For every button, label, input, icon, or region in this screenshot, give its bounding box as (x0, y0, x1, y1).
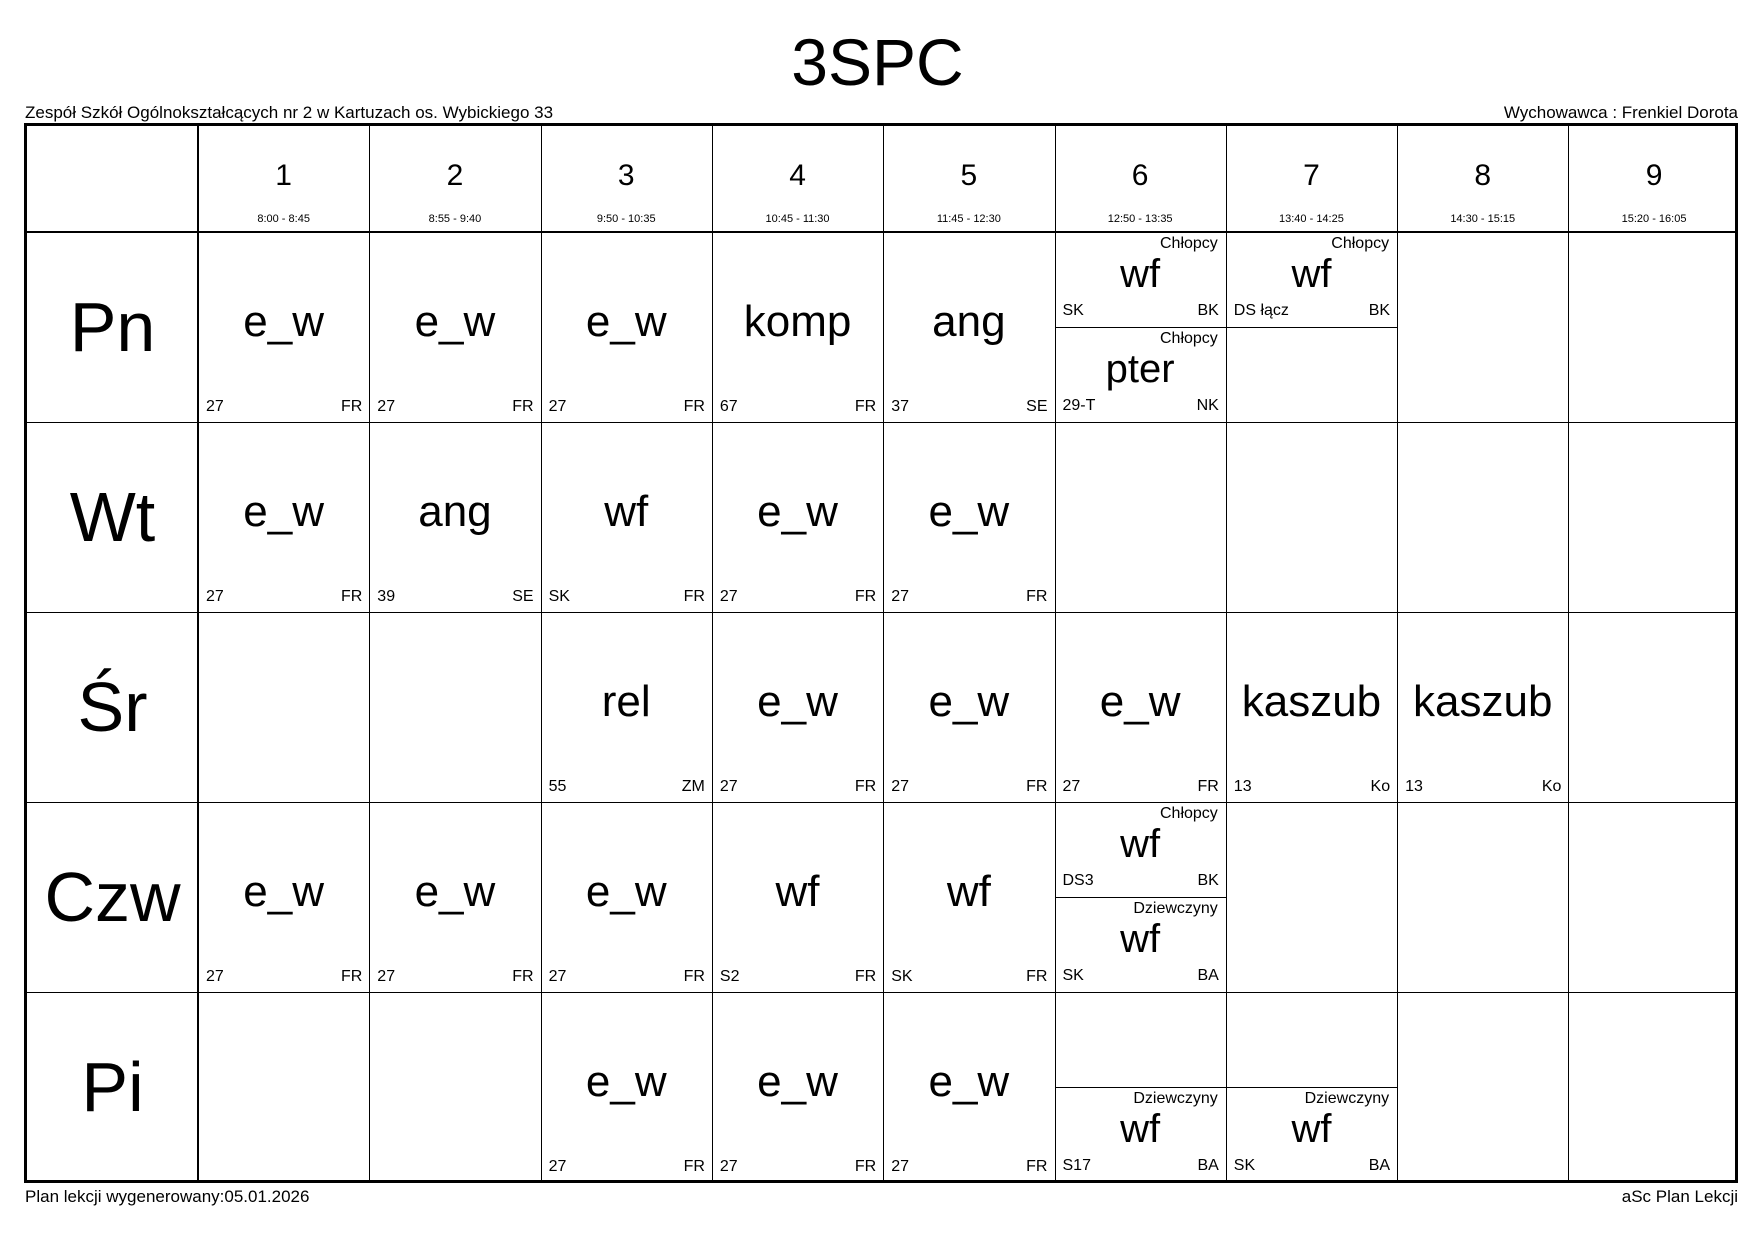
lesson-room: 27 (206, 968, 224, 985)
lesson-room: 27 (891, 778, 909, 795)
lesson-teacher: FR (1026, 588, 1048, 605)
lesson-subject: e_w (585, 867, 667, 916)
lesson-room: DS3 (1062, 872, 1094, 889)
lesson-cell (541, 802, 712, 992)
period-time: 13:40 - 14:25 (1279, 213, 1344, 225)
lesson-subject: wf (604, 487, 649, 536)
lesson-subject: e_w (243, 867, 324, 916)
lesson-group: Chłopcy (1159, 235, 1218, 252)
row-line (27, 422, 1735, 423)
lesson-teacher: FR (854, 968, 877, 985)
lesson-cell (1055, 612, 1226, 802)
lesson-subject: e_w (928, 487, 1010, 536)
lesson-room: 27 (719, 588, 738, 605)
lesson-teacher: BK (1197, 302, 1219, 319)
lesson-room: S17 (1062, 1157, 1091, 1174)
lesson-subject: e_w (243, 297, 324, 346)
lesson-teacher: Ko (1541, 778, 1562, 795)
lesson-teacher: FR (854, 398, 877, 415)
lesson-cell (541, 612, 712, 802)
lesson-room: 27 (548, 968, 567, 985)
lesson-teacher: FR (683, 1158, 705, 1175)
lesson-room: 27 (377, 398, 396, 415)
period-header (712, 126, 883, 232)
lesson-teacher: FR (854, 1158, 877, 1175)
lesson-group: Chłopcy (1159, 330, 1218, 347)
lesson-cell (1226, 1087, 1397, 1182)
period-number: 5 (960, 159, 978, 192)
period-number: 3 (617, 159, 635, 192)
lesson-teacher: ZM (681, 778, 705, 795)
lesson-cell (541, 232, 712, 422)
day-column-separator (197, 126, 199, 1180)
period-time: 15:20 - 16:05 (1621, 213, 1687, 225)
lesson-teacher: Ko (1370, 778, 1391, 795)
column-line (1226, 126, 1227, 1180)
lesson-subject: e_w (585, 297, 667, 346)
lesson-room: SK (1062, 302, 1084, 319)
period-number: 1 (275, 159, 292, 192)
lesson-cell (883, 612, 1054, 802)
lesson-room: 27 (719, 778, 738, 795)
lesson-teacher: FR (340, 968, 363, 985)
lesson-cell (198, 802, 369, 992)
half-divider (1226, 1087, 1397, 1088)
lesson-subject: wf (1291, 1107, 1332, 1151)
lesson-cell (541, 422, 712, 612)
page-title: 3SPC (791, 25, 964, 99)
lesson-teacher: FR (512, 398, 534, 415)
lesson-cell (712, 992, 883, 1182)
lesson-teacher: FR (340, 588, 363, 605)
lesson-subject: e_w (414, 297, 496, 346)
lesson-room: 27 (1062, 778, 1081, 795)
lesson-room: SK (548, 588, 570, 605)
lesson-room: 27 (891, 1158, 909, 1175)
lesson-room: S2 (719, 968, 740, 985)
column-line (1055, 126, 1056, 1180)
lesson-cell (1226, 232, 1397, 327)
lesson-subject: wf (1120, 822, 1161, 866)
school-name: Zespół Szkół Ogólnokształcących nr 2 w Kartuzach os. Wybickiego 33 (25, 103, 554, 122)
lesson-cell (883, 992, 1054, 1182)
lesson-subject: e_w (928, 1057, 1010, 1106)
lesson-subject: e_w (757, 487, 838, 536)
lesson-teacher: BA (1368, 1157, 1391, 1174)
lesson-group: Dziewczyny (1133, 1090, 1218, 1107)
lesson-subject: wf (775, 867, 820, 916)
lesson-teacher: FR (683, 398, 705, 415)
period-number: 8 (1474, 159, 1492, 192)
period-header (1055, 126, 1226, 232)
lesson-teacher: NK (1196, 397, 1219, 414)
half-divider (1055, 1087, 1226, 1088)
lesson-subject: e_w (757, 1057, 838, 1106)
lesson-room: 13 (1233, 778, 1252, 795)
lesson-cell (712, 612, 883, 802)
day-label: Wt (69, 478, 156, 556)
lesson-teacher: BA (1197, 967, 1219, 984)
column-line (369, 126, 370, 1180)
lesson-room: 27 (548, 1158, 567, 1175)
lesson-room: 39 (377, 588, 396, 605)
lesson-cell (712, 802, 883, 992)
lesson-room: 37 (891, 398, 909, 415)
lesson-subject: e_w (1099, 677, 1181, 726)
period-time: 9:50 - 10:35 (596, 213, 656, 225)
row-line (27, 992, 1735, 993)
lesson-teacher: FR (1197, 778, 1219, 795)
period-time: 10:45 - 11:30 (765, 213, 830, 225)
row-line (27, 802, 1735, 803)
lesson-cell (712, 422, 883, 612)
lesson-cell (198, 232, 369, 422)
period-number: 6 (1131, 159, 1149, 192)
lesson-teacher: FR (1026, 968, 1048, 985)
period-number: 4 (789, 159, 806, 192)
lesson-teacher: BK (1197, 872, 1219, 889)
lesson-subject: kaszub (1413, 677, 1553, 726)
lesson-room: 27 (206, 588, 224, 605)
lesson-cell (883, 802, 1054, 992)
lesson-cell (1055, 802, 1226, 897)
lesson-teacher: FR (854, 778, 877, 795)
half-divider (1226, 327, 1397, 328)
lesson-cell (1055, 327, 1226, 422)
lesson-teacher: FR (683, 588, 705, 605)
lesson-subject: e_w (243, 487, 324, 536)
lesson-cell (1397, 612, 1568, 802)
period-number: 2 (446, 159, 464, 192)
lesson-teacher: SE (512, 588, 534, 605)
lesson-room: 27 (891, 588, 909, 605)
lesson-cell (369, 422, 540, 612)
period-time: 8:00 - 8:45 (257, 213, 310, 225)
lesson-group: Chłopcy (1331, 235, 1390, 252)
lesson-room: SK (1233, 1157, 1256, 1174)
lesson-cell (1226, 612, 1397, 802)
lesson-subject: wf (1120, 252, 1161, 296)
period-number: 7 (1303, 159, 1320, 192)
lesson-subject: wf (946, 867, 991, 916)
lesson-cell (1055, 232, 1226, 327)
lesson-subject: rel (601, 677, 651, 726)
period-header (1568, 126, 1739, 232)
period-header (883, 126, 1054, 232)
lesson-room: 27 (548, 398, 567, 415)
lesson-cell (883, 422, 1054, 612)
lesson-cell (883, 232, 1054, 422)
period-header (198, 126, 369, 232)
lesson-room: 67 (719, 398, 738, 415)
lesson-room: SK (891, 968, 913, 985)
row-line (27, 612, 1735, 613)
lesson-group: Dziewczyny (1304, 1090, 1390, 1107)
period-header (541, 126, 712, 232)
lesson-teacher: FR (1026, 778, 1048, 795)
day-label: Pn (69, 288, 156, 366)
lesson-room: 27 (206, 398, 224, 415)
lesson-subject: ang (932, 297, 1006, 346)
lesson-cell (1055, 897, 1226, 992)
lesson-subject: e_w (414, 867, 496, 916)
lesson-subject: e_w (928, 677, 1010, 726)
day-label: Śr (77, 668, 148, 746)
lesson-cell (369, 232, 540, 422)
lesson-subject: wf (1120, 1107, 1161, 1151)
period-header (1226, 126, 1397, 232)
period-time: 11:45 - 12:30 (936, 213, 1001, 225)
lesson-cell (712, 232, 883, 422)
period-number: 9 (1645, 159, 1663, 192)
lesson-subject: wf (1291, 252, 1332, 296)
column-line (1397, 126, 1398, 1180)
lesson-cell (1055, 1087, 1226, 1182)
lesson-room: DS łącz (1233, 302, 1289, 319)
lesson-subject: komp (743, 297, 852, 346)
column-line (712, 126, 713, 1180)
lesson-subject: ang (418, 487, 492, 536)
software-brand: aSc Plan Lekcji (1621, 1187, 1738, 1206)
lesson-teacher: FR (1026, 1158, 1048, 1175)
lesson-room: 29-T (1062, 397, 1096, 414)
lesson-subject: kaszub (1241, 677, 1382, 726)
half-divider (1055, 897, 1226, 898)
lesson-group: Dziewczyny (1133, 900, 1218, 917)
lesson-room: 55 (548, 778, 567, 795)
half-divider (1055, 327, 1226, 328)
lesson-subject: pter (1105, 347, 1175, 391)
lesson-teacher: BK (1368, 302, 1391, 319)
column-line (541, 126, 542, 1180)
period-header (1397, 126, 1568, 232)
day-label: Czw (44, 858, 181, 936)
lesson-teacher: BA (1197, 1157, 1219, 1174)
period-header (369, 126, 540, 232)
period-time: 14:30 - 15:15 (1450, 213, 1516, 225)
generated-date: Plan lekcji wygenerowany:05.01.2026 (25, 1187, 310, 1206)
lesson-room: 13 (1405, 778, 1423, 795)
lesson-cell (198, 422, 369, 612)
lesson-teacher: FR (512, 968, 534, 985)
lesson-teacher: FR (683, 968, 705, 985)
lesson-teacher: SE (1026, 398, 1048, 415)
day-label: Pi (81, 1048, 144, 1126)
lesson-subject: wf (1120, 917, 1161, 961)
header-separator (27, 231, 1735, 233)
lesson-cell (369, 802, 540, 992)
column-line (883, 126, 884, 1180)
lesson-room: 27 (719, 1158, 738, 1175)
column-line (1568, 126, 1569, 1180)
lesson-teacher: FR (854, 588, 877, 605)
lesson-teacher: FR (340, 398, 363, 415)
period-time: 12:50 - 13:35 (1107, 213, 1173, 225)
class-tutor: Wychowawca : Frenkiel Dorota (1503, 103, 1738, 122)
timetable-grid (24, 123, 1738, 1183)
lesson-room: SK (1062, 967, 1084, 984)
lesson-subject: e_w (757, 677, 838, 726)
period-time: 8:55 - 9:40 (428, 213, 482, 225)
lesson-group: Chłopcy (1159, 805, 1218, 822)
lesson-subject: e_w (585, 1057, 667, 1106)
lesson-cell (541, 992, 712, 1182)
lesson-room: 27 (377, 968, 396, 985)
